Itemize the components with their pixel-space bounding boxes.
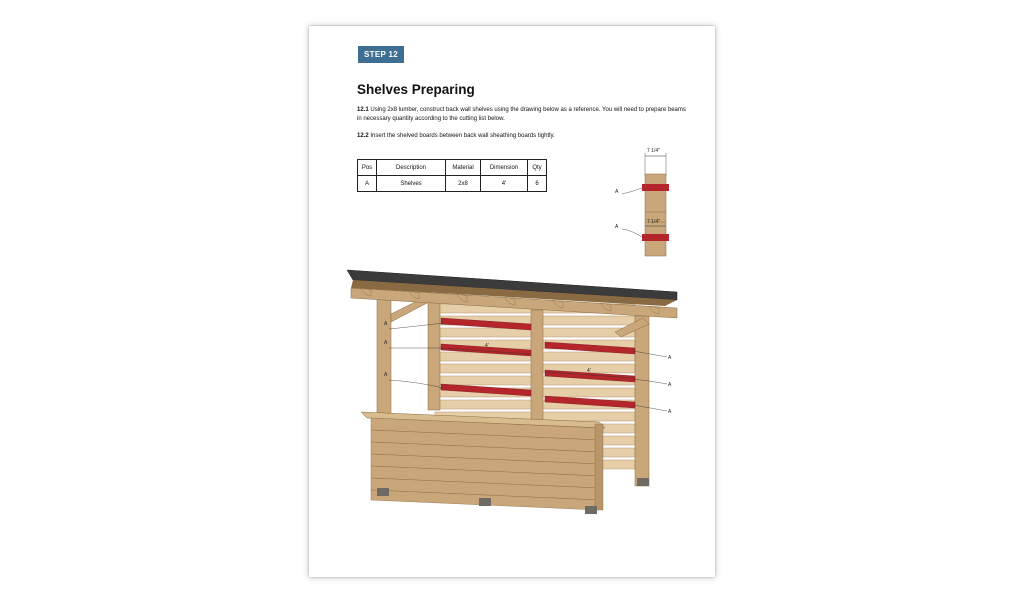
shed-illustration bbox=[347, 270, 677, 514]
detail-dimension-top: 7 1/4" bbox=[647, 148, 660, 154]
column-header: Qty bbox=[528, 160, 547, 176]
document-page bbox=[309, 26, 715, 577]
detail-dimension-mid: 7 1/4" bbox=[647, 219, 660, 225]
step-label: STEP 12 bbox=[364, 50, 398, 59]
shelf-callout-left-1: A bbox=[384, 321, 388, 327]
drawings-canvas bbox=[309, 26, 715, 577]
instruction-number: 12.2 bbox=[357, 133, 369, 139]
column-header: Description bbox=[377, 160, 446, 176]
shelf-callout-right-2: A bbox=[668, 382, 672, 388]
instruction-text: Using 2x8 lumber, construct back wall shelves using the drawing below as a reference. You will need to prepare beams in necessary quantity according to the cutting list below. bbox=[357, 107, 686, 122]
shelf-callout-right-1: A bbox=[668, 355, 672, 361]
table-cell: 6 bbox=[528, 176, 547, 192]
table-cell: 4' bbox=[481, 176, 528, 192]
table-cell: 2x8 bbox=[446, 176, 481, 192]
column-header: Dimension bbox=[481, 160, 528, 176]
page-title: Shelves Preparing bbox=[357, 82, 475, 97]
span-right-label: 4' bbox=[587, 368, 591, 374]
instruction-text: Insert the shelved boards between back wall sheathing boards tightly. bbox=[370, 133, 555, 139]
detail-label-lower: A bbox=[615, 224, 619, 230]
column-header: Pos bbox=[358, 160, 377, 176]
table-cell: Shelves bbox=[377, 176, 446, 192]
shelf-callout-left-2: A bbox=[384, 340, 388, 346]
shelf-callout-right-3: A bbox=[668, 409, 672, 415]
instruction-number: 12.1 bbox=[357, 107, 369, 113]
detail-label-upper: A bbox=[615, 189, 619, 195]
span-left-label: 4' bbox=[485, 343, 489, 349]
shelf-detail-drawing bbox=[615, 148, 669, 256]
table-cell: A bbox=[358, 176, 377, 192]
shelf-callout-left-3: A bbox=[384, 372, 388, 378]
column-header: Material bbox=[446, 160, 481, 176]
